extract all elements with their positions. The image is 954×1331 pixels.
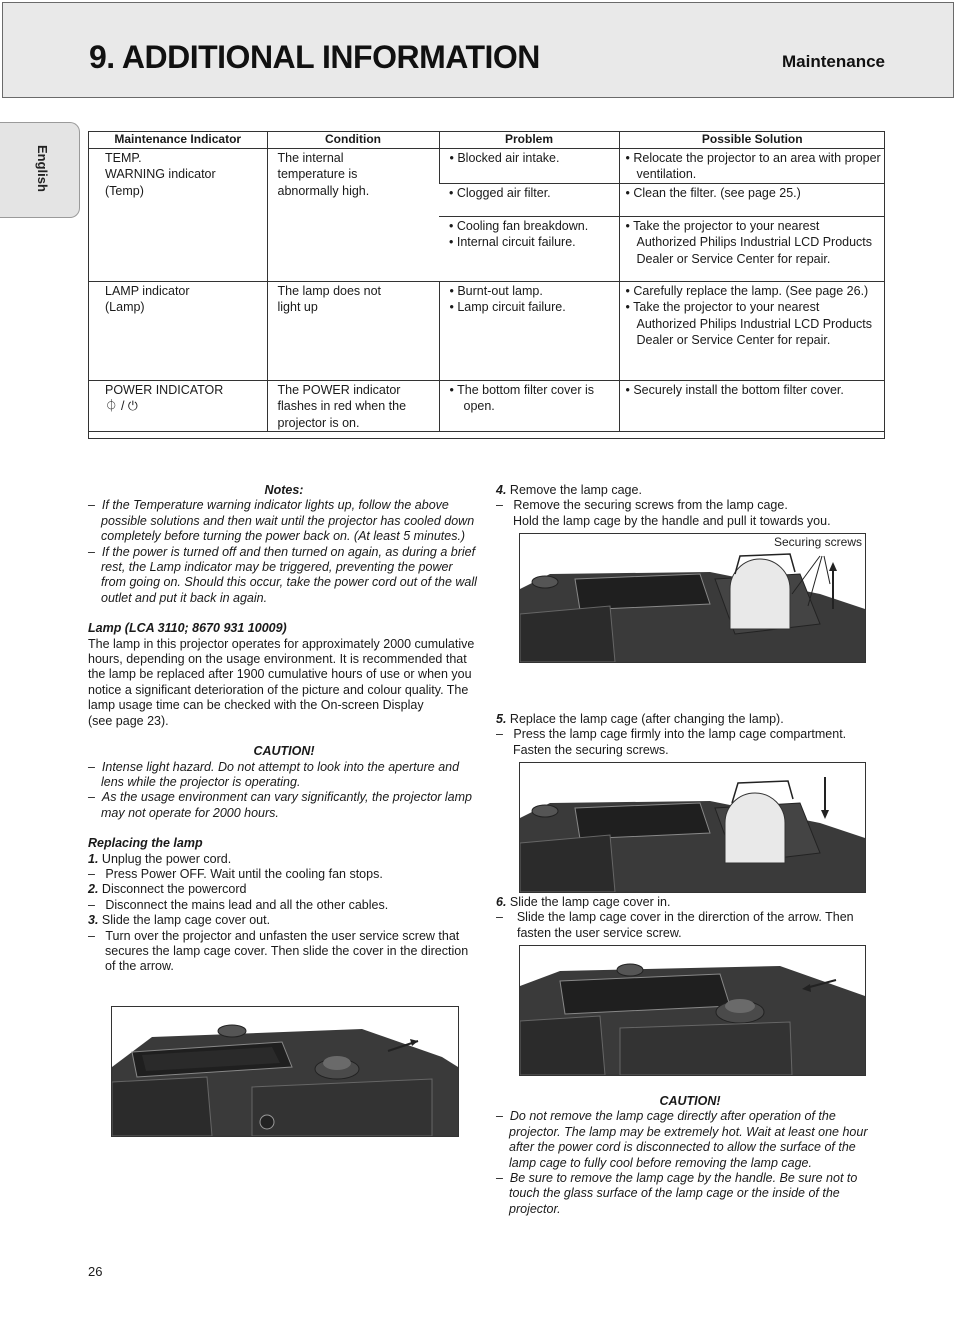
condition-cell: The internal temperature is abnormally high. xyxy=(267,148,439,281)
note-item: – If the Temperature warning indicator lights up, follow the above possible solutions and then wait until the projector has cooled down completely before turning the power back on. (At least 5 minutes.) xyxy=(88,498,475,544)
problem-cell: • Blocked air intake. xyxy=(439,148,619,183)
problem-cell: • The bottom filter cover is open. xyxy=(439,380,619,431)
caution-item: – Intense light hazard. Do not attempt to look into the aperture and lens while the projector is operating. xyxy=(88,759,460,789)
step-3-detail: – Turn over the projector and unfasten the user service screw that secures the lamp cage cover. Then slide the cover in the direction of the arrow. xyxy=(88,928,469,974)
indicator-cell: LAMP indicator (Lamp) xyxy=(89,281,267,380)
step-3: 3. Slide the lamp cage cover out. xyxy=(88,913,271,928)
left-column xyxy=(88,483,480,975)
step-4: 4. Remove the lamp cage. xyxy=(496,483,642,497)
language-tab xyxy=(0,122,80,218)
maintenance-table xyxy=(88,131,885,439)
step-6-detail: – Slide the lamp cage cover in the direrction of the arrow. Then fasten the user service screw. xyxy=(496,910,854,940)
solution-cell: • Securely install the bottom filter cover. xyxy=(619,380,885,431)
table-row xyxy=(89,281,885,380)
table-bottom-rule xyxy=(89,431,884,432)
table-header-row xyxy=(89,132,885,148)
step-6: 6. Slide the lamp cage cover in. xyxy=(496,895,671,909)
right-column xyxy=(496,483,884,529)
right-column-caution xyxy=(496,1094,884,1217)
lamp-paragraph-ref: (see page 23). xyxy=(88,713,169,728)
solution-cell: • Carefully replace the lamp. (See page 26.) • Take the projector to your nearest Authorized Philips Industrial LCD Products Dealer or Service Center for repair. xyxy=(619,281,885,380)
step-2-detail: – Disconnect the mains lead and all the other cables. xyxy=(88,897,389,912)
lamp-paragraph: The lamp in this projector operates for approximately 2000 cumulative hours, depending on the usage environment. It is recommended that the lamp be replaced after 1900 cumulative hours of use or when you notice a significant deterioration of the picture and colour quality. The lamp usage time can be checked with the On-screen Display xyxy=(88,636,475,713)
figure-replace-lamp-cage xyxy=(519,762,866,893)
notes-title: Notes: xyxy=(264,483,304,497)
indicator-cell: POWER INDICATOR ⏀ / ⏻ xyxy=(89,380,267,431)
condition-cell: The POWER indicator flashes in red when the projector is on. xyxy=(267,380,439,431)
caution-item: – Be sure to remove the lamp cage by the handle. Be sure not to touch the glass surface of the lamp cage or the inside of the projector. xyxy=(496,1171,858,1216)
right-column-step5 xyxy=(496,712,884,758)
problem-cell: • Clogged air filter. xyxy=(439,183,619,216)
solution-cell: • Take the projector to your nearest Authorized Philips Industrial LCD Products Dealer or Service Center for repair. xyxy=(619,216,885,281)
figure-slide-cover-in xyxy=(519,945,866,1076)
language-label: English xyxy=(35,145,50,192)
solution-cell: • Clean the filter. (see page 25.) xyxy=(619,183,885,216)
caution-title-2: CAUTION! xyxy=(659,1094,721,1108)
column-header: Problem xyxy=(439,132,619,148)
page-title: 9. ADDITIONAL INFORMATION xyxy=(89,39,540,75)
step-2: 2. Disconnect the powercord xyxy=(88,882,247,897)
column-header: Possible Solution xyxy=(619,132,885,148)
section-title: Maintenance xyxy=(782,52,885,71)
caution-item: – Do not remove the lamp cage directly after operation of the projector. The lamp may be extremely hot. Wait at least one hour after the power cord is disconnected to allow the surface of the lamp cage to fully cool before removing the lamp cage. xyxy=(496,1109,868,1170)
step-5-detail: – Press the lamp cage firmly into the lamp cage compartment. Fasten the securing screws. xyxy=(496,727,847,757)
step-5: 5. Replace the lamp cage (after changing the lamp). xyxy=(496,712,784,726)
caution-title: CAUTION! xyxy=(253,744,315,759)
page-number: 26 xyxy=(88,1264,103,1279)
solution-cell: • Relocate the projector to an area with proper ventilation. xyxy=(619,148,885,183)
replacing-title: Replacing the lamp xyxy=(88,836,203,851)
power-symbols: ⏀ / ⏻ xyxy=(105,399,138,413)
indicator-cell: TEMP. WARNING indicator (Temp) xyxy=(89,148,267,281)
lamp-title: Lamp (LCA 3110; 8670 931 10009) xyxy=(88,621,287,636)
condition-cell: The lamp does not light up xyxy=(267,281,439,380)
step-4-detail: – Remove the securing screws from the lamp cage. xyxy=(496,498,788,513)
step-4-extra: Hold the lamp cage by the handle and pull it towards you. xyxy=(513,513,831,528)
caution-item: – As the usage environment can vary significantly, the projector lamp may not operate for 2000 hours. xyxy=(88,790,472,820)
figure-remove-lamp-cage xyxy=(519,533,866,663)
right-column-step6 xyxy=(496,895,884,941)
step-1: 1. Unplug the power cord. xyxy=(88,851,232,866)
problem-cell: • Cooling fan breakdown. • Internal circuit failure. xyxy=(439,216,619,281)
table-row xyxy=(89,380,885,431)
step-1-detail: – Press Power OFF. Wait until the cooling fan stops. xyxy=(88,866,383,881)
note-item: – If the power is turned off and then turned on again, as during a brief rest, the Lamp indicator may be triggered, preventing the power from going on. Should this occur, take the power cord out of the wall outlet and put it back in again. xyxy=(88,544,477,605)
figure-slide-cover-out xyxy=(111,1006,459,1137)
figure-caption: Securing screws xyxy=(773,535,862,549)
page-header xyxy=(2,2,954,98)
table-row xyxy=(89,148,885,183)
column-header: Maintenance Indicator xyxy=(89,132,267,148)
column-header: Condition xyxy=(267,132,439,148)
problem-cell: • Burnt-out lamp. • Lamp circuit failure. xyxy=(439,281,619,380)
